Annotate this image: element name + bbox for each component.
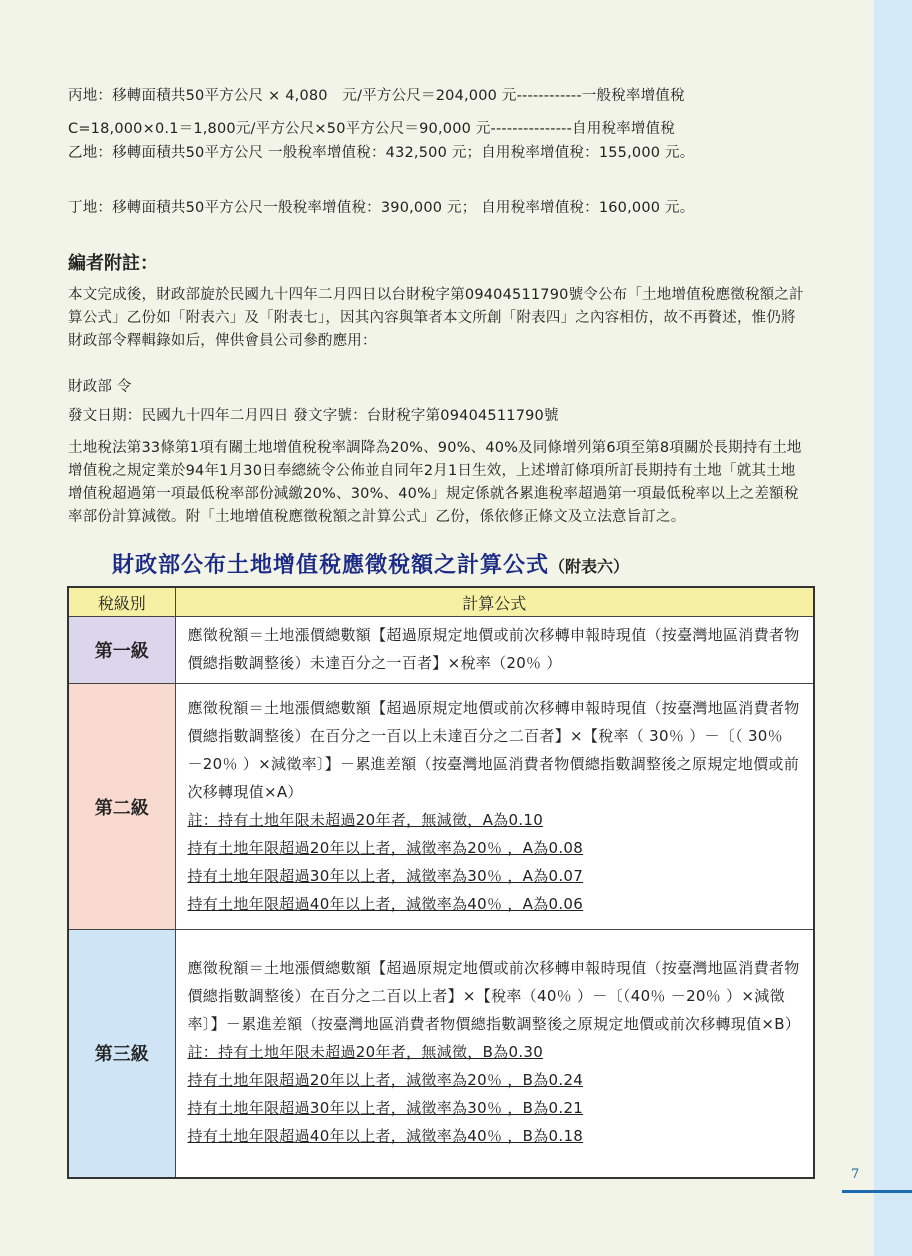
grade3-note-4: 持有土地年限超過40年以上者，減徵率為40％ ，B為0.18 [187, 1127, 584, 1146]
grade1-label: 第一級 [68, 617, 175, 684]
page-number-rule [842, 1190, 912, 1193]
paragraph-editor-note: 本文完成後，財政部旋於民國九十四年二月四日以台財稅字第09404511790號令公布「土地增值稅應徵稅額之計算公式」乙份如「附表六」及「附表七」，因其內容與筆者本文所創「附表四」之內容相仿，故不再贅述，惟仍將財政部令釋輯錄如后，俾供會員公司參酌應用： [68, 287, 804, 349]
table-title-text: 財政部公布土地增值稅應徵稅額之計算公式 [112, 553, 550, 578]
grade2-row [68, 684, 814, 930]
grade3-note-3: 持有土地年限超過30年以上者，減徵率為30％ ，B為0.21 [187, 1099, 584, 1118]
paragraph-land-c: 丙地：移轉面積共50平方公尺 × 4,080 元/平方公尺＝204,000 元------------一般稅率增值稅 [68, 88, 685, 104]
grade2-label: 第二級 [68, 684, 175, 930]
page-number: 7 [851, 1167, 860, 1182]
grade2-formula-cell [175, 684, 814, 930]
grade1-formula-cell [175, 617, 814, 684]
grade2-note-1: 註：持有土地年限未超過20年者，無減徵，A為0.10 [187, 810, 544, 829]
editor-notes-heading: 編者附註： [68, 253, 158, 274]
grade3-note-1: 註：持有土地年限未超過20年者，無減徵，B為0.30 [187, 1043, 544, 1062]
grade3-formula-cell [175, 930, 814, 1178]
table-header-row [68, 587, 814, 617]
paragraph-formula-c: C=18,000×0.1＝1,800元/平方公尺×50平方公尺＝90,000 元---------------自用稅率增值稅 [68, 121, 675, 137]
grade2-formula: 應徵稅額＝土地漲價總數額【超過原規定地價或前次移轉申報時現值（按臺灣地區消費者物價總指數調整後）在百分之一百以上未達百分之二百者】×【稅率（ 30％ ）－〔（ 30％ －20％ ）×減徵率〕】－累進差額（按臺灣地區消費者物價總指數調整後之原規定地價或前次移轉現值×A） [187, 698, 800, 801]
header-formula: 計算公式 [175, 587, 814, 617]
tax-formula-table [67, 586, 815, 1179]
side-color-strip [874, 0, 912, 1256]
header-grade: 稅級別 [68, 587, 175, 617]
table-title-suffix: （附表六） [549, 557, 630, 576]
grade2-note-2: 持有土地年限超過20年以上者，減徵率為20％ ，A為0.08 [187, 838, 584, 857]
grade3-label: 第三級 [68, 930, 175, 1178]
paragraph-land-b: 乙地：移轉面積共50平方公尺 一般稅率增值稅：432,500 元；自用稅率增值稅：155,000 元。 [68, 145, 695, 161]
grade2-note-4: 持有土地年限超過40年以上者，減徵率為40％ ，A為0.06 [187, 894, 584, 913]
paragraph-ministry-order: 財政部 令 [68, 379, 132, 395]
grade1-formula: 應徵稅額＝土地漲價總數額【超過原規定地價或前次移轉申報時現值（按臺灣地區消費者物價總指數調整後）未達百分之一百者】×稅率（20％ ） [187, 626, 800, 672]
grade3-formula: 應徵稅額＝土地漲價總數額【超過原規定地價或前次移轉申報時現值（按臺灣地區消費者物價總指數調整後）在百分之二百以上者】×【稅率（40％ ）－〔（40％ －20％ ）×減徵率〕】－累進差額（按臺灣地區消費者物價總指數調整後之原規定地價或前次移轉現值×B） [187, 959, 801, 1034]
paragraph-issue-date: 發文日期：民國九十四年二月四日 發文字號：台財稅字第09404511790號 [68, 408, 559, 424]
paragraph-tax-law: 土地稅法第33條第1項有關土地增值稅稅率調降為20%、90%、40%及同條增列第6項至第8項關於長期持有土地增值稅之規定業於94年1月30日奉總統令公佈並自同年2月1日生效，上述增訂條項所訂長期持有土地「就其土地增值稅超過第一項最低稅率部份減繳20%、30%、40%」規定係就各累進稅率超過第一項最低稅率以上之差額稅率部份計算減徵。附「土地增值稅應徵稅額之計算公式」乙份，係依修正條文及立法意旨訂之。 [68, 440, 802, 525]
grade3-row [68, 930, 814, 1178]
grade3-note-2: 持有土地年限超過20年以上者，減徵率為20％ ，B為0.24 [187, 1071, 584, 1090]
table-title [112, 548, 812, 579]
grade2-note-3: 持有土地年限超過30年以上者，減徵率為30％ ，A為0.07 [187, 866, 584, 885]
paragraph-land-d: 丁地：移轉面積共50平方公尺一般稅率增值稅：390,000 元； 自用稅率增值稅：160,000 元。 [68, 200, 695, 216]
grade1-row [68, 617, 814, 684]
